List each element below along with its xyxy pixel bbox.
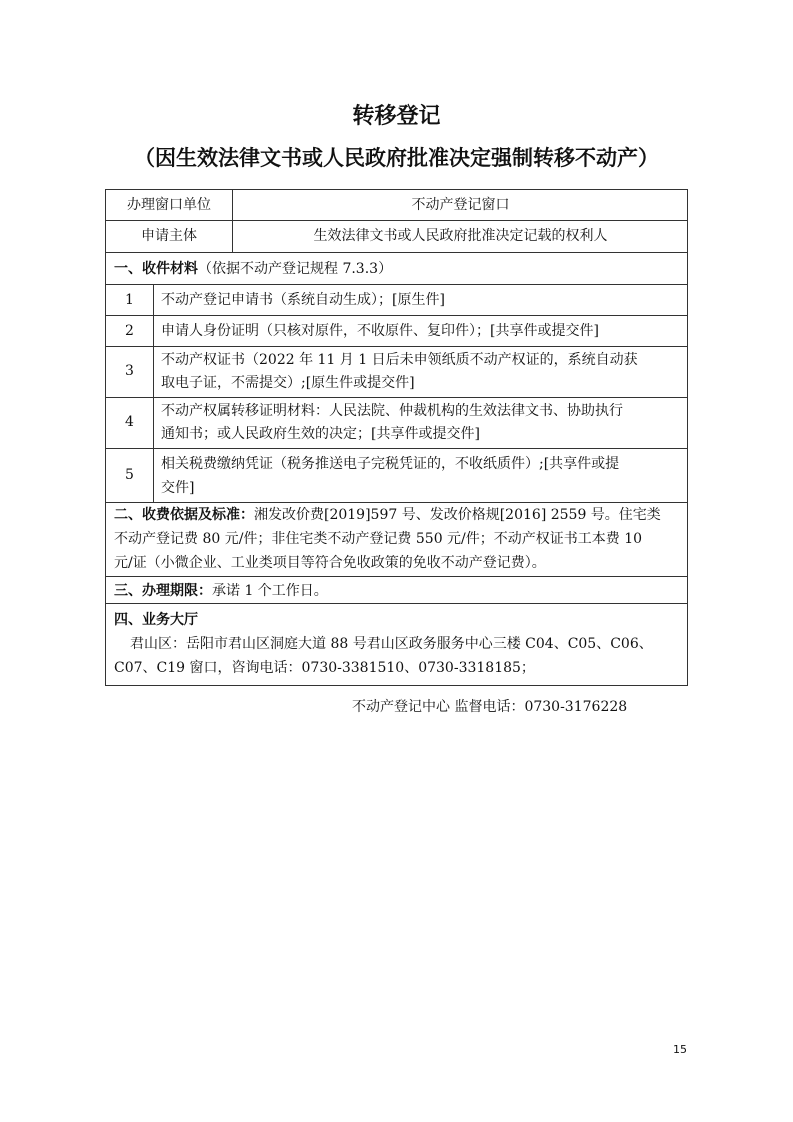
period-line — [114, 578, 328, 604]
applicant-label: 申请主体 — [141, 228, 197, 244]
fees-line: 不动产登记费 80 元/件；非住宅类不动产登记费 550 元/件；不动产权证书工本费 10 — [114, 531, 643, 547]
table-divider — [106, 252, 687, 253]
period-heading: 三、办理期限： — [114, 583, 212, 599]
item-text-line: 取电子证，不需提交）;[原生件或提交件] — [161, 375, 415, 391]
fees-line: 元/证（小微企业、工业类项目等符合免收政策的免收不动产登记费）。 — [114, 555, 546, 571]
fees-text: 湘发改价费[2019]597 号、发改价格规[2016] 2559 号。住宅类 — [254, 507, 661, 523]
supervision-footer: 不动产登记中心 监督电话：0730-3176228 — [352, 699, 628, 715]
table-divider — [106, 576, 687, 577]
item-text-line: 相关税费缴纳凭证（税务推送电子完税凭证的，不收纸质件）;[共享件或提 — [161, 456, 620, 472]
applicant-value: 生效法律文书或人民政府批准决定记载的权利人 — [313, 228, 608, 244]
document-title: 转移登记 — [352, 104, 441, 129]
item-number: 3 — [125, 363, 134, 379]
table-divider — [153, 284, 154, 502]
item-number: 1 — [125, 292, 134, 308]
info-table — [105, 189, 688, 686]
office-value: 不动产登记窗口 — [411, 197, 510, 213]
table-divider — [106, 448, 687, 449]
hall-heading: 四、业务大厅 — [114, 612, 198, 628]
page-number: 15 — [673, 1043, 687, 1056]
item-number: 4 — [125, 414, 134, 430]
table-divider — [106, 220, 687, 221]
fees-line — [114, 502, 661, 528]
office-label: 办理窗口单位 — [127, 197, 211, 213]
item-text-line: 不动产权证书（2022 年 11 月 1 日后未申领纸质不动产权证的，系统自动获 — [161, 352, 638, 368]
hall-line: 君山区：岳阳市君山区洞庭大道 88 号君山区政务服务中心三楼 C04、C05、C06、 — [130, 636, 653, 652]
item-number: 5 — [125, 467, 134, 483]
fees-heading: 二、收费依据及标准： — [114, 507, 254, 523]
materials-heading — [114, 256, 392, 282]
document-subtitle: （因生效法律文书或人民政府批准决定强制转移不动产） — [134, 146, 659, 170]
period-text: 承诺 1 个工作日。 — [212, 583, 328, 599]
item-text-line: 不动产权属转移证明材料：人民法院、仲裁机构的生效法律文书、协助执行 — [161, 403, 623, 419]
item-number: 2 — [125, 323, 134, 339]
table-divider — [106, 284, 687, 285]
table-divider — [106, 315, 687, 316]
item-text-line: 通知书；或人民政府生效的决定；[共享件或提交件] — [161, 426, 480, 442]
materials-heading-note: （依据不动产登记规程 7.3.3） — [198, 261, 393, 277]
hall-line: C07、C19 窗口，咨询电话：0730-3381510、0730-3318185； — [114, 660, 535, 676]
item-text-line: 交件] — [161, 480, 195, 496]
item-text: 不动产登记申请书（系统自动生成）；[原生件] — [161, 292, 445, 308]
materials-heading-label: 一、收件材料 — [114, 261, 198, 277]
item-text: 申请人身份证明（只核对原件，不收原件、复印件）；[共享件或提交件] — [161, 323, 599, 339]
